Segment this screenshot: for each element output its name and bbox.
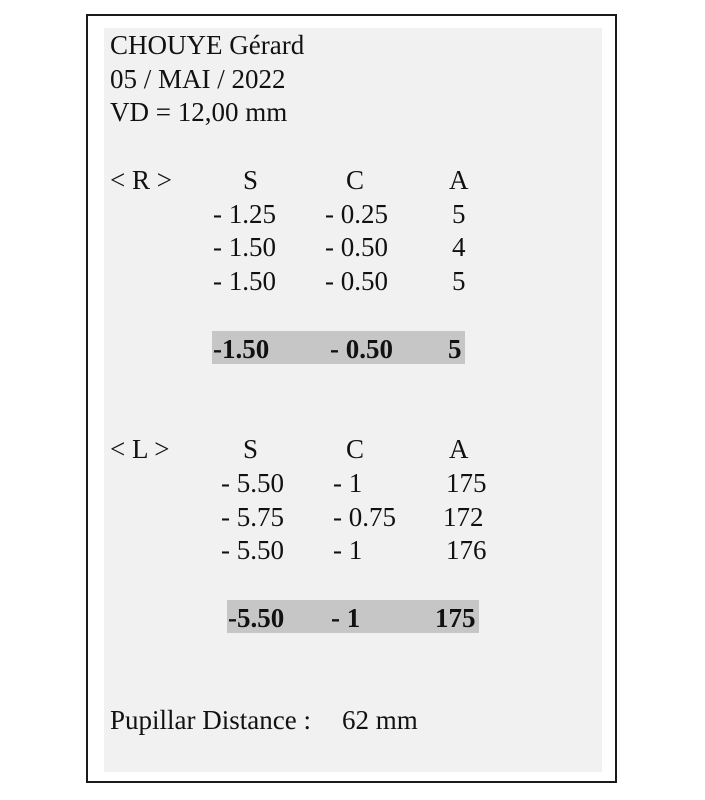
right-header-sphere: S — [243, 165, 259, 195]
prescription-panel — [104, 28, 602, 772]
left-row1-cylinder: - 1 — [333, 468, 363, 498]
left-header-axis: A — [449, 434, 469, 464]
left-eye-label: < L > — [110, 434, 170, 464]
left-header-cylinder: C — [346, 434, 365, 464]
right-row2-cylinder: - 0.50 — [325, 232, 388, 262]
right-row3-sphere: - 1.50 — [213, 266, 276, 296]
right-row1-cylinder: - 0.25 — [325, 199, 388, 229]
pupillary-distance-value: 62 mm — [342, 705, 418, 735]
right-result-cylinder: - 0.50 — [330, 334, 393, 364]
right-row1-sphere: - 1.25 — [213, 199, 276, 229]
left-row1-sphere: - 5.50 — [221, 468, 284, 498]
patient-name: CHOUYE Gérard — [110, 30, 305, 60]
left-row2-cylinder: - 0.75 — [333, 502, 396, 532]
right-row1-axis: 5 — [452, 199, 466, 229]
right-header-cylinder: C — [346, 165, 365, 195]
right-result-sphere: -1.50 — [213, 334, 270, 364]
right-eye-label: < R > — [110, 165, 172, 195]
left-row3-axis: 176 — [446, 535, 487, 565]
left-row3-sphere: - 5.50 — [221, 535, 284, 565]
right-row2-sphere: - 1.50 — [213, 232, 276, 262]
exam-date: 05 / MAI / 2022 — [110, 64, 286, 94]
left-result-cylinder: - 1 — [331, 603, 361, 633]
left-header-sphere: S — [243, 434, 259, 464]
vertex-distance: VD = 12,00 mm — [110, 97, 288, 127]
left-row1-axis: 175 — [446, 468, 487, 498]
right-header-axis: A — [449, 165, 469, 195]
left-row2-axis: 172 — [443, 502, 484, 532]
right-row3-axis: 5 — [452, 266, 466, 296]
left-result-sphere: -5.50 — [228, 603, 285, 633]
left-row3-cylinder: - 1 — [333, 535, 363, 565]
right-row2-axis: 4 — [452, 232, 466, 262]
left-row2-sphere: - 5.75 — [221, 502, 284, 532]
right-row3-cylinder: - 0.50 — [325, 266, 388, 296]
left-result-axis: 175 — [435, 603, 476, 633]
pupillary-distance-label: Pupillar Distance : — [110, 705, 311, 735]
right-result-axis: 5 — [448, 334, 462, 364]
